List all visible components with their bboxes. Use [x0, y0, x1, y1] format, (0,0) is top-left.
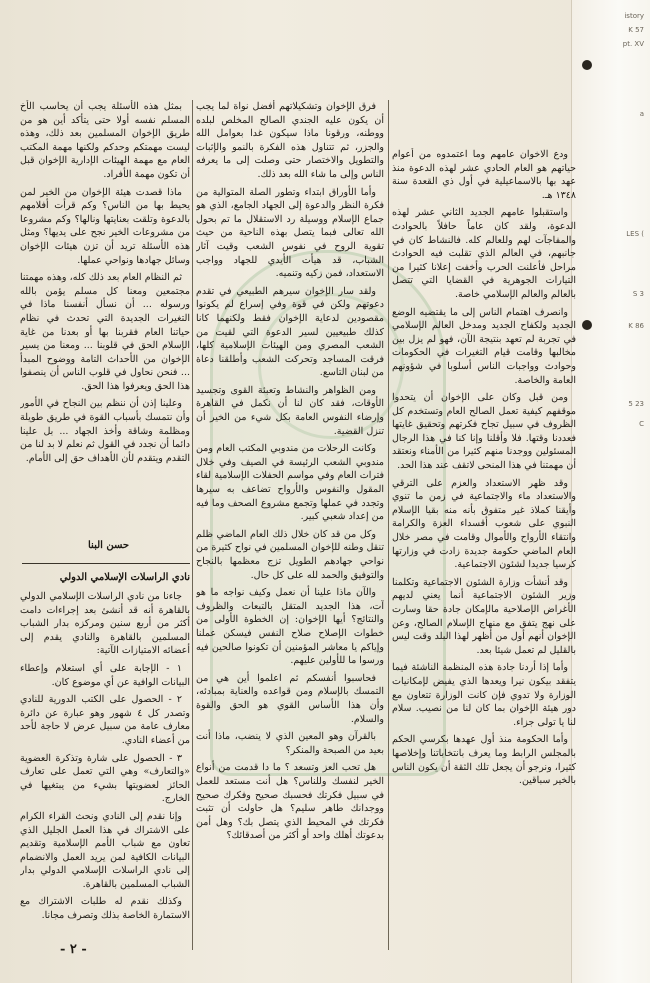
- paragraph: جاءنا من نادي الراسلات الإسلامي الدولي بالقاهرة أنه قد أنشئ بعد إجراءات دامت أكثر من أربع سنين ومركزه بدار الشباب المسلمين بالقاهرة والنادي يقدم إلى أعضائه الامتيازات الآتية:: [20, 591, 190, 657]
- paragraph: بالقرآن وهو المعين الذي لا ينضب، ماذا أنت بعيد من الصبحة والمنكر؟: [196, 731, 384, 756]
- paragraph: واستقبلوا عامهم الجديد الثاني عشر لهذه الدعوة، ولقد كان عاماً حافلاً بالحوادث والمفاجآت لهم وللعالم كله. فالنشاط كان في جانبهم، في العالم الذي تقلبت فيه الحوادث مراحل فأعلنت الحرب وأخفت إعلانا كثيرا من التيارات الجوهرية في القضايا التي تتصل بالعالم والعالم الإسلامي خاصة.: [392, 207, 576, 300]
- paragraph: وكل من قد كان خلال ذلك العام الماضي ظلم تنقل وطنه للإخوان المسلمين في نواح كثيرة من نواحي جهادهم الطويل تزج معظمها بالنجاح والتوفيق والحمد لله على كل حال.: [196, 528, 384, 581]
- article-column-left: [20, 100, 190, 520]
- paragraph: ماذا قصدت هيئة الإخوان من الخير لمن يحيط بها من الناس؟ وكم قرأت أفلامهم بالدعوة وتلقت بعنايتها ونالها؟ وكم مشروعا من مشروعات الخير نجح على يديها؟ ومثل هذه الأسئلة تريد أن تزن هيئات الإخوان وسائل جهادها ونواحي عملها.: [20, 186, 190, 266]
- section-divider: [22, 563, 190, 564]
- author-signature: حسن البنا: [88, 540, 130, 551]
- article-column-right: [392, 148, 576, 948]
- edge-note: a: [639, 110, 644, 118]
- paragraph: وقد أنشأت وزارة الشئون الاجتماعية وتكلمنا وزير الشئون الاجتماعية أنما يعني لديهم الأغراض الإصلاحية مالإمكان جادة حقا وسارت على نهج يتفق مع منهاج الإسلام الصالح، وعن الإخوان أنهم أول من أظهر لهذا البلد وقت ليس بالقليل لم تعمل شيئا بعد.: [392, 576, 576, 656]
- column-divider: [192, 100, 193, 950]
- paragraph: ومن الظواهر والنشاط وتعبئة القوى وتجسيد الأوقات، فقد كان لنا أن نكمل في القاهرة وإرضاء النفوس العامة بكل شيء من الخير أن تنزل القضية.: [196, 384, 384, 437]
- paragraph: وأما إذا أردنا جادة هذه المنظمة الناشئة فيما يتفقد بيكون نيرا ويعدها الذي يفيض لإمكانيات الوزارة ولا تدوي فإن كانت الوزارة تتعاون مع دور هيئة الإخوان بما كان لنا من نصيب. سلام لنا يا تولى جزاء.: [392, 662, 576, 728]
- paragraph: وكذلك نقدم له طلبات الاشتراك مع الاستمارة الخاصة بذلك وتصرف مجانا.: [20, 896, 190, 922]
- edge-note: 5 23: [628, 400, 644, 408]
- edge-note: C: [639, 420, 644, 428]
- paragraph: بمثل هذه الأسئلة يجب أن يحاسب الأخ المسلم نفسه أولا حتى يتأكد أين هو من طريق الإخوان المسلمين بعد ذلك، وهذه ليست مهمتكم وحدكم ولكنها مهمة المكتب العام مع مهمة الهيئات الإدارية الإخوان قبل أن تكون مهمة الأفراد.: [20, 101, 190, 180]
- paragraph: والآن ماذا علينا أن نعمل وكيف نواجه ما هو آت، هذا الجديد المتقل بالتبعات والظروف والنتائج؟ أيها الإخوان: إن الخطوة الأولى من خطوات الإصلاح صلاح النفس فيسكن عملنا وإياكم يا معاشر المؤمنين أن تكونوا صالحين فيه ورسوا ما للأولين عليهم.: [196, 587, 384, 667]
- edge-note: K 57: [628, 26, 644, 34]
- club-announcement-column: [20, 590, 190, 935]
- paragraph: وأما الحكومة منذ أول عهدها بكرسي الحكم بالمجلس الرابط وما يعرف بانتخاباتنا وإخلاصها كثيرا، ونرجو أن يجعل تلك الثقة أن يكون الناس بالخير سباقين.: [392, 734, 576, 787]
- paragraph: هل تحب العز وتسعد ؟ ما دا قدمت من أنواع الخير لنفسك وللناس؟ هل أنت مستعد للعمل في سبيل فكرتك فحسبك صحيح وفكرك صحيح ووجدانك طاهر سليم؟ هل حاولت أن تثبت فكرتك في المحيط الذي يتصل بك؟ وهل أمن بدعوتك أهلك واحد أو أكثر من أصدقائك؟: [196, 762, 384, 842]
- paragraph: وعلينا إذن أن ننظم بين النجاح في الأمور وأن نتمسك بأسباب القوة في طريق طويلة ومظلمة وشاقة وأخذ الجهاد ... بل علينا دائما أن نجدد في القول ثم نعلم لا بد لنا من التقدم ويتقدم لأن الأهداف حق إلى الأمام.: [20, 398, 190, 464]
- edge-note: LES (: [626, 230, 644, 238]
- paragraph: وأما الأوراق ابتداء وتطور الصلة المتوالية من فكرة النظر والدعوة إلى الجهاد الجامع، الذي هو جماع الإسلام ووسيلة رد الاستقلال ما تم بحول الله تعالى فبما يتصل بهذه الناحية من حيث تقوية الروح في نفوس الشعب وقيت آثار الشباب، قد هيأت الأيدي للجهاد وواجب الاستعداد، فمن زكيه وتنميه.: [196, 186, 384, 280]
- paragraph: ولقد سار الإخوان سيرهم الطبيعي في تقدم دعوتهم ولكن في قوة وفي إسراع لم يكونوا مقصودين لدعاية الإخوان فقط ولكنهما كانا كذلك طبيعيين لسير الدعوة التي لقيت من الشعب المصري ومن الهيئات الإسلامية كلها، فرقت المساجد وتحركت الشعب وأطلقنا دعاة من لبنان التاسع.: [196, 285, 384, 379]
- edge-note: istory: [624, 12, 644, 20]
- paragraph: وقد ظهر الاستعداد والعزم على الترقي والاستعداد ماء والاجتماعية في زمن ما تنوي وأيقنا كملاذ غير متفوق بأنه منه بقيا الإسلام النبوي على شعوب أقسداء العزة والكرامة وانتقاء الأرواح والأموال وقامت في مصر خلال العام الماضي حكومة جديدة زادت في وزارتها كرسيا جديدا لشئون الاجتماعية.: [392, 477, 576, 571]
- page-number: - ٢ -: [60, 942, 87, 957]
- paragraph: وإنا نقدم إلى النادي ونحث القراء الكرام على الاشتراك في هذا العمل الجليل الذي تعاون مع شباب الأمم الإسلامية وتقديم البيانات الكافية لمن يريد العمل والانضمام إلى نادي الراسلات الإسلامي الدولي بدار الشباب المسلمين بالقاهرة.: [20, 810, 190, 890]
- article-column-middle: [196, 100, 384, 948]
- binding-hole: [582, 60, 592, 70]
- paragraph: ٢ - الحصول على الكتب الدورية للنادي وتصدر كل ٤ شهور وهو عبارة عن دائرة معارف عامة من سبيل عرض لا حاجة لأحد من أعضاء النادي.: [20, 694, 190, 746]
- edge-note: pt. XV: [622, 40, 644, 48]
- column-divider: [388, 100, 389, 950]
- paragraph: وكانت الرحلات من مندوبي المكتب العام ومن مندوبي الشعب الرئيسة في الصيف وفي خلال فترات العام وفي مواسم الحفلات الإسلامية لقاء المقول والنفوس والأرواح تضاعف به سيرها وتجدد في عملها وتجمع مشروع الصحف وما فيه من إعداد شعبي كبير.: [196, 443, 384, 523]
- edge-note: S 3: [632, 290, 644, 298]
- paragraph: فحاسبوا أنفسكم ثم اعلموا أين هي من التمسك بالإسلام ومن قواعده والعناية بمبادئه، وأن هذا الأساس القوي هو الحق والقوة والسلام.: [196, 672, 384, 725]
- adjacent-page-edge: [571, 0, 650, 983]
- paragraph: فرق الإخوان وتشكيلاتهم أفضل نواة لما يجب أن يكون عليه الجندي الصالح المخلص لبلده ووطنه، ورقونا ماذا سيكون غدا بعوامل الله والجزر، ثم تتناول هذه الفكرة بالنمو والإثبات والتطويل والاختصار حتى وصلت إلى ما يعرفه الناس وإلى ما شاء الله بعد ذلك.: [196, 101, 384, 180]
- section-title: نادي الراسلات الإسلامي الدولي: [59, 572, 190, 583]
- paragraph: ومن قبل وكان على الإخوان أن يتحدوا موقفهم كيفية تعمل الصالح العام وتستخدم كل الظروف في سبيل تجاح فكرتهم وتحقيق غايتها فعددنا وقتها. فلا وأقلنا وإنا كنا في هذا الرجال المسئولين ووجدنا منهم كثيرا من الأمناء ونعتقد أن مهمتنا في هذا المنحى لاتقف عند هذا الحد.: [392, 392, 576, 472]
- paragraph: وانصرف اهتمام الناس إلى ما يقتضيه الوضع الجديد ولكفاح الجديد ومدخل العالم الإسلامي في تجربة لم تعهد بنتيجة الآن، فهو لم يزل بين مخالبها وقامت قيام التغيرات في الحكومات وحوادث وواجبات الناس أسلوبا في شؤونهم العامة والخاصة.: [392, 306, 576, 386]
- paragraph: ١ - الإجابة على أي استعلام وإعطاء البيانات الوافية عن أي موضوع كان.: [20, 662, 190, 688]
- paragraph: ثم النظام العام بعد ذلك كله، وهذه مهمتنا مجتمعين ومعنا كل مسلم يؤمن بالله ورسوله ... أن نسأل أنفسنا ماذا في التغيرات الجديدة التي تحدث في نظام حياتنا العام فقربنا بها أو بعدنا من غاية الإسلام الحق في قلوبنا ... ومعنا من يسير الإخوان من الأحداث التامة ووضوح المبدأ ... فنحن نحاول في قلوب الناس أن ينصفوا هذا الحق ويعرفوا هذا الحق.: [20, 272, 190, 392]
- paragraph: ٣ - الحصول على شارة وتذكرة العضوية «والتعارف» وهي التي تعمل على تعارف الحائز لعضويتها بشيء من يبتغيها في الخارج.: [20, 752, 190, 805]
- paragraph: ودع الاخوان عامهم وما اعتمدوه من أعوام حياتهم هو العام الحادي عشر لهذه الدعوة منذ عهد بها بالاسماعيلية في أول ذي القعدة سنة ١٣٤٨ هـ.: [392, 149, 576, 201]
- edge-note: K 86: [628, 322, 644, 330]
- binding-hole: [582, 320, 592, 330]
